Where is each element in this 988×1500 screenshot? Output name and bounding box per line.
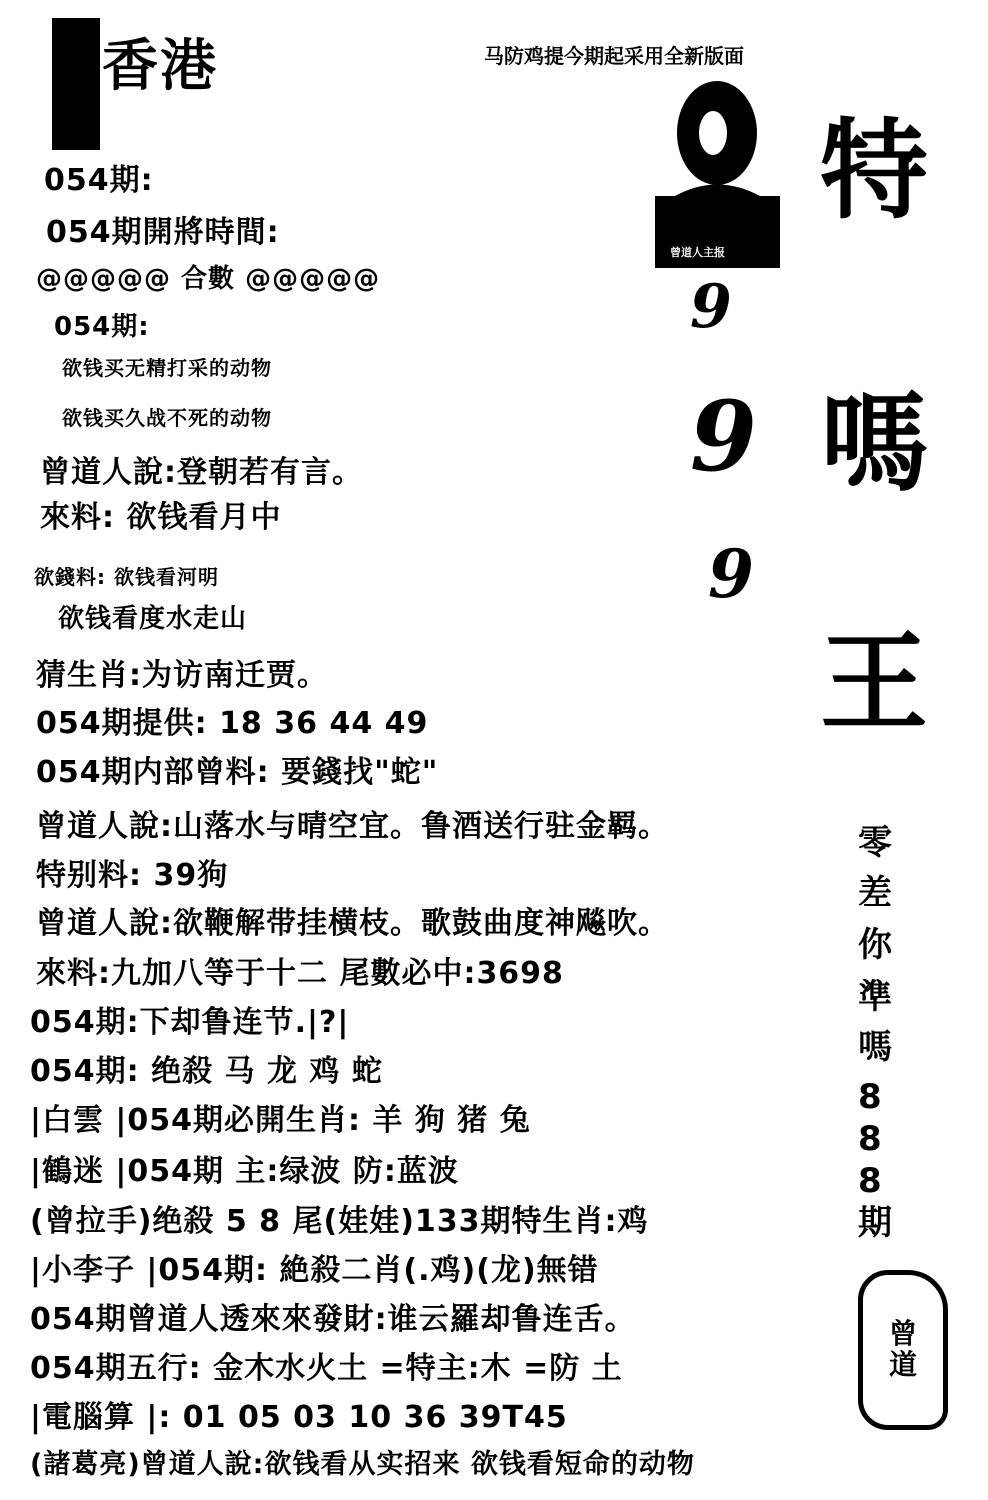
line-17: 來料:九加八等于十二 尾數必中:3698 [36,956,564,991]
line-13: 054期内部曾料: 要錢找"蛇" [36,755,439,790]
line-18: 054期:下却鲁连节.|?| [30,1005,350,1040]
vertical-sub-8: 8 [858,1161,882,1201]
line-23: |小李子 |054期: 絶殺二肖(.鸡)(龙)無错 [30,1253,599,1288]
line-19: 054期: 绝殺 马 龙 鸡 蛇 [30,1054,383,1089]
logo-text: 香港 [102,34,218,99]
line-10: 欲钱看度水走山 [58,604,248,634]
line-4: 054期: [54,312,150,342]
vertical-sub-6: 8 [858,1077,882,1117]
nine-1: 9 [690,272,732,342]
line-24: 054期曾道人透來來發財:谁云羅却鲁连舌。 [30,1302,636,1337]
line-22: (曾拉手)绝殺 5 8 尾(娃娃)133期特生肖:鸡 [30,1204,649,1239]
vertical-sub-5: 嗎 [858,1027,892,1067]
line-1: 054期: [44,163,154,198]
stamp-char-2: 道 [888,1348,917,1381]
vertical-title-3: 王 [820,621,929,746]
line-12: 054期提供: 18 36 44 49 [36,706,429,741]
vertical-sub-9: 期 [858,1203,892,1243]
line-15: 特别料: 39狗 [36,858,229,893]
line-27: (諸葛亮)曾道人說:欲钱看从实招来 欲钱看短命的动物 [30,1449,695,1480]
vertical-sub-7: 8 [858,1119,882,1159]
line-11: 猜生肖:为访南迁贾。 [36,658,328,693]
vertical-sub-2: 差 [858,873,892,913]
line-9: 欲錢料: 欲钱看河明 [34,565,219,589]
logo-mark [52,18,100,150]
seal-stamp [858,1270,948,1430]
line-25: 054期五行: 金木水火土 =特主:木 =防 土 [30,1351,623,1386]
line-5: 欲钱买无精打采的动物 [62,356,272,380]
vertical-title-1: 特 [820,109,929,234]
notice-text: 马防鸡提今期起采用全新版面 [484,44,744,68]
vertical-title-2: 嗎 [820,381,929,506]
line-7: 曾道人說:登朝若有言。 [40,455,363,490]
line-20: |白雲 |054期必開生肖: 羊 狗 猪 兔 [30,1103,531,1138]
line-16: 曾道人說:欲鞭解带挂横枝。歌鼓曲度神飚吹。 [36,906,669,941]
nine-3: 9 [708,535,754,613]
line-2: 054期開將時間: [46,215,280,250]
line-3: @@@@@ 合數 @@@@@ [36,264,381,294]
portrait-caption: 曾道人主报 [670,246,725,259]
line-14: 曾道人說:山落水与晴空宜。鲁酒送行驻金羁。 [36,809,669,844]
portrait-image [655,78,780,268]
nine-2: 9 [690,380,757,493]
line-8: 來料: 欲钱看月中 [40,500,282,535]
vertical-sub-3: 你 [858,925,892,965]
line-6: 欲钱买久战不死的动物 [62,406,272,430]
line-26: |電腦算 |: 01 05 03 10 36 39T45 [30,1400,568,1435]
stamp-char-1: 曾 [888,1317,917,1351]
vertical-sub-4: 準 [858,977,892,1017]
vertical-sub-1: 零 [858,823,892,863]
line-21: |鶴迷 |054期 主:绿波 防:蓝波 [30,1154,459,1189]
